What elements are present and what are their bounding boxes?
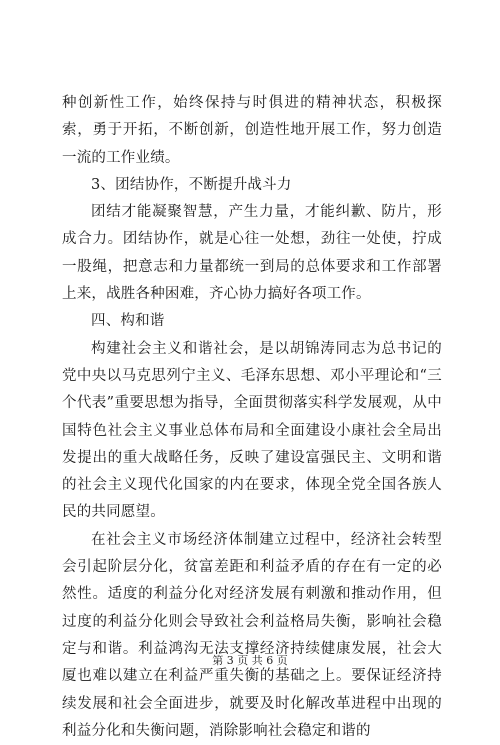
paragraph-harmonious-society: 构建社会主义和谐社会，是以胡锦涛同志为总书记的党中央以马克思列宁主义、毛泽东思想、邓小平理论和“三个代表”重要思想为指导，全面贯彻落实科学发展观，从中国特色社会主义事业总体布局和全面建设小康社会全局出发提出的重大战略任务，反映了建设富强民主、文明和谐的社会主义现代化国家的内在要求，体现全党全国各族人民的共同愿望。 — [62, 340, 442, 521]
paragraph-unity: 团结才能凝聚智慧，产生力量，才能纠歉、防片，形成合力。团结协作，就是心往一处想，劲往一处使，拧成一股绳，把意志和力量都统一到局的总体要求和工作部署上来，战胜各种困难，齐心协力搞好各项工作。 — [62, 204, 442, 303]
paragraph-market-economy: 在社会主义市场经济体制建立过程中，经济社会转型会引起阶层分化，贫富差距和利益矛盾的存在有一定的必然性。适度的利益分化对经济发展有刺激和推动作用，但过度的利益分化则会导致社会利益格局失衡，影响社会稳定与和谐。利益鸿沟无法支撑经济持续健康发展，社会大厦也难以建立在利益严重失衡的基础之上。要保证经济持续发展和社会全面进步，就要及时化解改革进程中出现的利益分化和失衡问题，消除影响社会稳定和谐的 — [62, 531, 442, 739]
paragraph-continuation: 种创新性工作，始终保持与时俱进的精神状态，积极探索，勇于开拓，不断创新，创造性地开展工作，努力创造一流的工作业绩。 — [62, 95, 442, 166]
section-heading-unity: 3、团结协作，不断提升战斗力 — [91, 176, 292, 193]
document-body — [62, 90, 442, 745]
page-footer: 第 3 页 共 6 页 — [212, 654, 288, 667]
section-heading-harmony: 四、构和谐 — [91, 313, 165, 330]
